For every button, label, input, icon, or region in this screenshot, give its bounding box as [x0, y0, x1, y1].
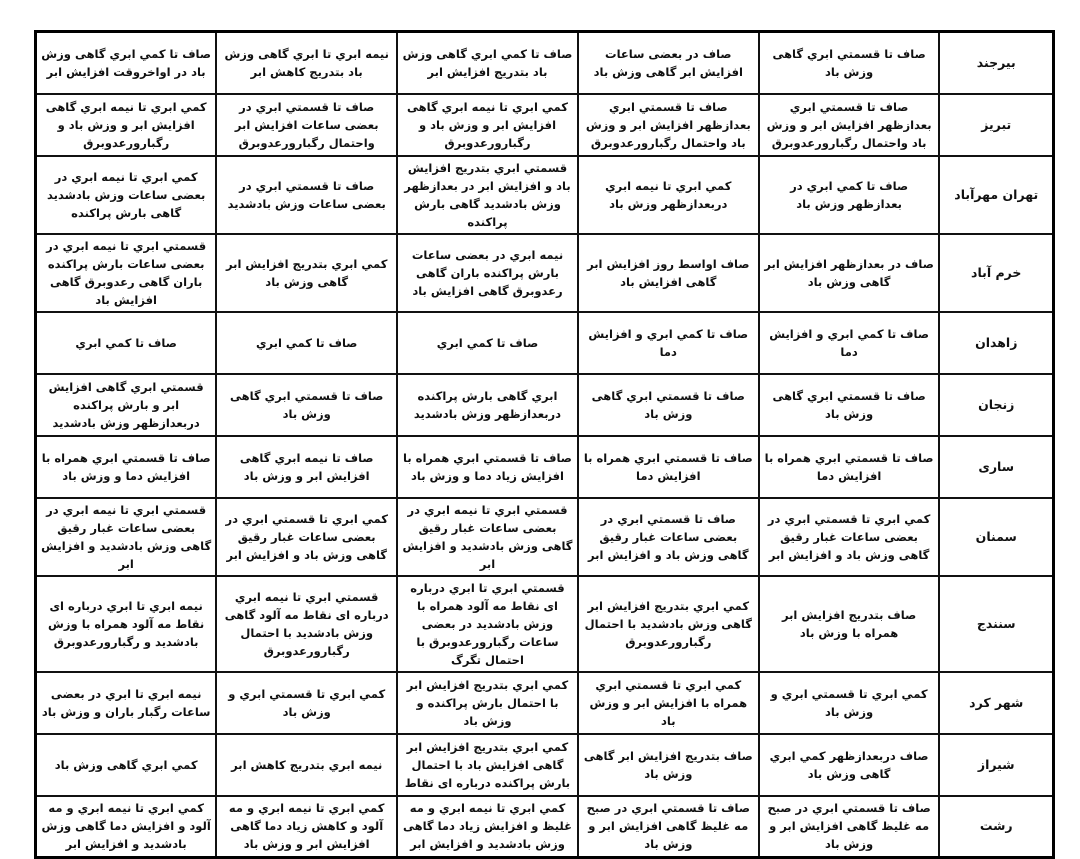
table-row — [36, 312, 1054, 374]
forecast-cell: کمي ابري گاهی وزش باد — [36, 734, 217, 796]
forecast-cell: قسمتي ابري تا نیمه ابري درباره ای نقاط مه آلود گاهی وزش بادشدید با احتمال رگبارورعدوبرق — [216, 576, 397, 672]
forecast-cell: کمي ابري تا نیمه ابري دربعدازظهر وزش باد — [578, 156, 759, 234]
forecast-cell: صاف تا قسمتي ابري همراه با افزایش دما — [759, 436, 940, 498]
table-row — [36, 672, 1054, 734]
city-name: شیراز — [939, 734, 1053, 796]
city-name: بیرجند — [939, 32, 1053, 94]
forecast-cell: قسمتي ابري بتدریج افزایش باد و افزایش ابر در بعدازظهر وزش بادشدید گاهی بارش پراکنده — [397, 156, 578, 234]
forecast-cell: صاف تا قسمتي ابري بعدازظهر افزایش ابر و وزش باد واحتمال رگبارورعدوبرق — [759, 94, 940, 156]
forecast-cell: صاف تا کمي ابري گاهی وزش باد در اواخروقت افزایش ابر — [36, 32, 217, 94]
forecast-cell: نیمه ابري تا ابري درباره ای نقاط مه آلود همراه با وزش بادشدید و رگبارورعدوبرق — [36, 576, 217, 672]
city-name: سمنان — [939, 498, 1053, 576]
city-name: خرم آباد — [939, 234, 1053, 312]
forecast-cell: نیمه ابري در بعضی ساعات بارش پراکنده باران گاهی رعدوبرق گاهی افزایش باد — [397, 234, 578, 312]
forecast-cell: نیمه ابري بتدریج کاهش ابر — [216, 734, 397, 796]
forecast-cell: قسمتي ابري تا نیمه ابري در بعضی ساعات بارش پراکنده باران گاهی رعدوبرق گاهی افزایش باد — [36, 234, 217, 312]
forecast-cell: صاف تا قسمتي ابري همراه با افزایش دما — [578, 436, 759, 498]
table-row — [36, 498, 1054, 576]
table-row — [36, 234, 1054, 312]
forecast-cell: کمي ابري تا قسمتي ابري همراه با افزایش ابر و وزش باد — [578, 672, 759, 734]
forecast-cell: صاف تا قسمتي ابري گاهی وزش باد — [216, 374, 397, 436]
forecast-cell: قسمتي ابري گاهی افزایش ابر و بارش پراکنده دربعدازظهر وزش بادشدید — [36, 374, 217, 436]
city-name: تبریز — [939, 94, 1053, 156]
forecast-cell: ابري گاهی بارش پراکنده دربعدازظهر وزش بادشدید — [397, 374, 578, 436]
forecast-cell: صاف تا نیمه ابري گاهی افزایش ابر و وزش باد — [216, 436, 397, 498]
city-name: زنجان — [939, 374, 1053, 436]
forecast-cell: قسمتي ابري تا ابري درباره ای نقاط مه آلود همراه با وزش بادشدید در بعضی ساعات رگبارورعدوبرق با احتمال تگرگ — [397, 576, 578, 672]
table-row — [36, 734, 1054, 796]
forecast-cell: کمي ابري تا قسمتي ابري در بعضی ساعات غبار رقیق گاهی وزش باد و افزایش ابر — [759, 498, 940, 576]
table-row — [36, 576, 1054, 672]
forecast-cell: کمي ابري بتدریج افزایش ابر گاهی وزش باد — [216, 234, 397, 312]
table-row — [36, 94, 1054, 156]
forecast-cell: صاف تا قسمتي ابري در صبح مه غلیظ گاهی افزایش ابر و وزش باد — [759, 796, 940, 858]
forecast-cell: کمي ابري بتدریج افزایش ابر گاهی افزایش باد با احتمال بارش پراکنده درباره ای نقاط — [397, 734, 578, 796]
city-name: تهران مهرآباد — [939, 156, 1053, 234]
forecast-cell: صاف تا قسمتي ابري بعدازظهر افزایش ابر و وزش باد واحتمال رگبارورعدوبرق — [578, 94, 759, 156]
forecast-cell: صاف تا قسمتي ابري در بعضی ساعات افزایش ابر واحتمال رگبارورعدوبرق — [216, 94, 397, 156]
forecast-cell: کمي ابري تا قسمتي ابري و وزش باد — [759, 672, 940, 734]
forecast-cell: کمي ابري بتدریج افزایش ابر گاهی وزش بادشدید با احتمال رگبارورعدوبرق — [578, 576, 759, 672]
forecast-cell: صاف تا کمي ابري — [397, 312, 578, 374]
weather-forecast-table — [34, 30, 1055, 859]
forecast-cell: کمي ابري تا قسمتي ابري در بعضی ساعات غبار رقیق گاهی وزش باد و افزایش ابر — [216, 498, 397, 576]
city-name: زاهدان — [939, 312, 1053, 374]
table-row — [36, 32, 1054, 94]
forecast-cell: صاف تا کمي ابري گاهی وزش باد بتدریج افزایش ابر — [397, 32, 578, 94]
forecast-cell: کمي ابري تا نیمه ابري گاهی افزایش ابر و وزش باد و رگبارورعدوبرق — [397, 94, 578, 156]
city-name: سنندج — [939, 576, 1053, 672]
forecast-cell: صاف تا قسمتي ابري گاهی وزش باد — [578, 374, 759, 436]
forecast-cell: صاف تا کمي ابري — [36, 312, 217, 374]
forecast-cell: صاف تا قسمتي ابري همراه با افزایش زیاد دما و وزش باد — [397, 436, 578, 498]
forecast-cell: کمي ابري بتدریج افزایش ابر با احتمال بارش پراکنده و وزش باد — [397, 672, 578, 734]
forecast-cell: نیمه ابري تا ابري گاهی وزش باد بتدریج کاهش ابر — [216, 32, 397, 94]
city-name: رشت — [939, 796, 1053, 858]
city-name: ساری — [939, 436, 1053, 498]
forecast-cell: صاف تا قسمتي ابري همراه با افزایش دما و وزش باد — [36, 436, 217, 498]
forecast-cell: قسمتي ابري تا نیمه ابري در بعضی ساعات غبار رقیق گاهی وزش بادشدید و افزایش ابر — [36, 498, 217, 576]
forecast-cell: کمي ابري تا نیمه ابري و مه غلیظ و افزایش زیاد دما گاهی وزش بادشدید و افزایش ابر — [397, 796, 578, 858]
forecast-cell: کمي ابري تا نیمه ابري و مه آلود و افزایش دما گاهی وزش بادشدید و افزایش ابر — [36, 796, 217, 858]
forecast-cell: کمي ابري تا نیمه ابري و مه آلود و کاهش زیاد دما گاهی افزایش ابر و وزش باد — [216, 796, 397, 858]
forecast-cell: صاف دربعدازظهر کمي ابري گاهی وزش باد — [759, 734, 940, 796]
table-row — [36, 374, 1054, 436]
forecast-cell: نیمه ابري تا ابري در بعضی ساعات رگبار باران و وزش باد — [36, 672, 217, 734]
forecast-cell: صاف تا کمي ابري — [216, 312, 397, 374]
forecast-cell: صاف بتدریج افزایش ابر همراه با وزش باد — [759, 576, 940, 672]
forecast-cell: صاف تا قسمتي ابري گاهی وزش باد — [759, 374, 940, 436]
forecast-cell: صاف تا کمي ابري و افزایش دما — [759, 312, 940, 374]
forecast-cell: صاف تا قسمتي ابري در بعضی ساعات وزش بادشدید — [216, 156, 397, 234]
forecast-cell: صاف در بعدازظهر افزایش ابر گاهی وزش باد — [759, 234, 940, 312]
table-row — [36, 156, 1054, 234]
forecast-cell: صاف تا قسمتي ابري در صبح مه غلیظ گاهی افزایش ابر و وزش باد — [578, 796, 759, 858]
forecast-cell: صاف اواسط روز افزایش ابر گاهی افزایش باد — [578, 234, 759, 312]
forecast-cell: صاف در بعضی ساعات افزایش ابر گاهی وزش باد — [578, 32, 759, 94]
city-name: شهر کرد — [939, 672, 1053, 734]
forecast-cell: کمي ابري تا نیمه ابري گاهی افزایش ابر و وزش باد و رگبارورعدوبرق — [36, 94, 217, 156]
forecast-cell: صاف تا کمي ابري و افزایش دما — [578, 312, 759, 374]
forecast-cell: صاف تا قسمتي ابري در بعضی ساعات غبار رقیق گاهی وزش باد و افزایش ابر — [578, 498, 759, 576]
forecast-cell: کمي ابري تا نیمه ابري در بعضی ساعات وزش بادشدید گاهی بارش پراکنده — [36, 156, 217, 234]
forecast-table-body — [36, 32, 1054, 858]
table-row — [36, 436, 1054, 498]
forecast-cell: صاف تا کمي ابري در بعدازظهر وزش باد — [759, 156, 940, 234]
forecast-cell: کمي ابري تا قسمتي ابري و وزش باد — [216, 672, 397, 734]
forecast-cell: صاف بتدریج افزایش ابر گاهی وزش باد — [578, 734, 759, 796]
table-row — [36, 796, 1054, 858]
forecast-cell: قسمتي ابري تا نیمه ابري در بعضی ساعات غبار رقیق گاهی وزش بادشدید و افزایش ابر — [397, 498, 578, 576]
forecast-cell: صاف تا قسمتي ابري گاهی وزش باد — [759, 32, 940, 94]
